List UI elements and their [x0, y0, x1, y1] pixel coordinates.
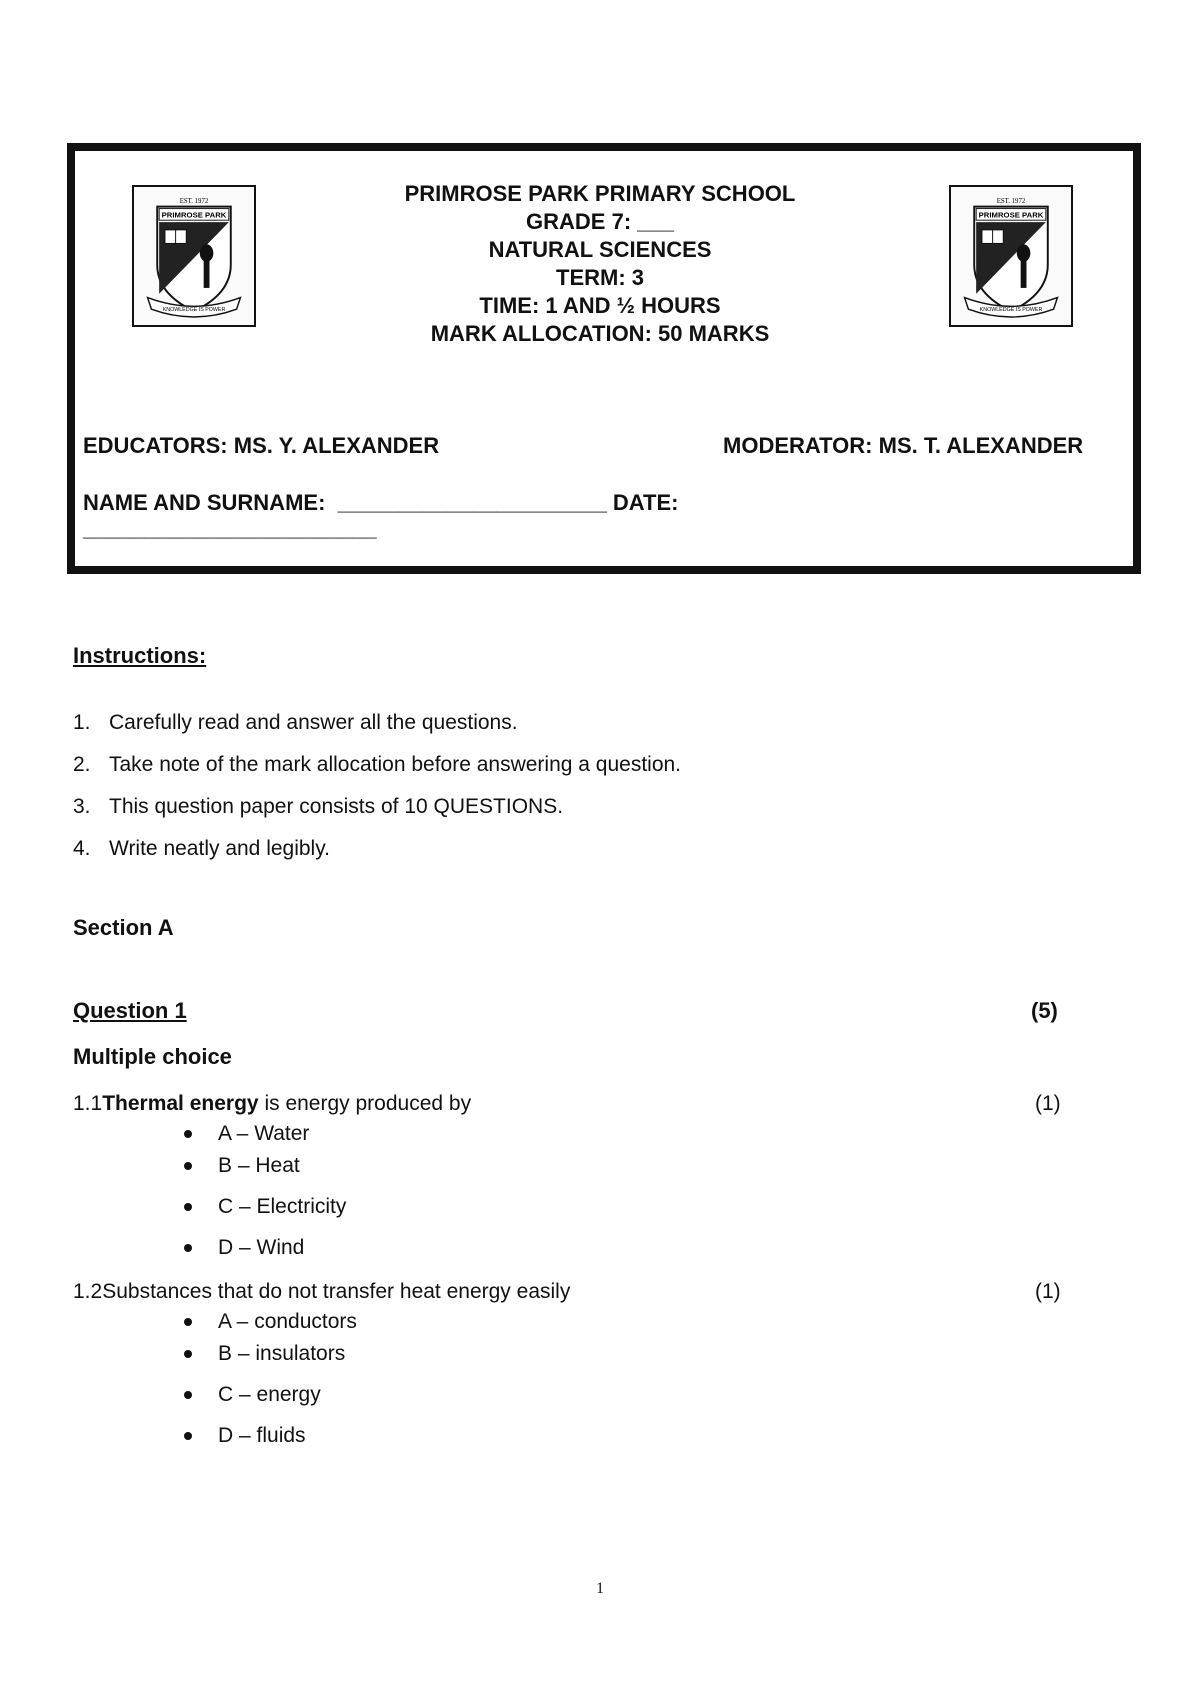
- question-text: is energy produced by: [258, 1092, 472, 1115]
- question-keyword: Thermal energy: [102, 1092, 259, 1115]
- question-1-2-options: [180, 1306, 357, 1452]
- term-line: TERM: 3: [556, 265, 644, 290]
- educators-line: EDUCATORS: MS. Y. ALEXANDER: [83, 433, 440, 458]
- crest-icon: [134, 187, 254, 325]
- school-name: PRIMROSE PARK PRIMARY SCHOOL: [404, 181, 796, 206]
- school-crest-left: [132, 185, 256, 327]
- question-number: 1.2: [73, 1280, 103, 1303]
- list-item: [73, 702, 681, 744]
- crest-name-text: PRIMROSE PARK: [978, 210, 1044, 220]
- school-crest-right: [949, 185, 1073, 327]
- crest-est-text: EST. 1972: [179, 197, 209, 205]
- list-number: 1.: [73, 711, 91, 734]
- marks-line: MARK ALLOCATION: 50 MARKS: [430, 321, 770, 346]
- question-text: Substances that do not transfer heat energy easily: [102, 1280, 571, 1303]
- name-date-line: NAME AND SURNAME: ______________________ DATE:: [83, 490, 679, 515]
- question-1-1-options: [180, 1118, 346, 1264]
- instructions-title: Instructions:: [73, 643, 207, 668]
- option-item: A – conductors: [180, 1306, 357, 1338]
- question-1-marks: (5): [1031, 998, 1058, 1023]
- list-item: [73, 744, 681, 786]
- question-1-2-marks: (1): [1035, 1280, 1061, 1303]
- question-1-2: [73, 1280, 570, 1304]
- page-number: 1: [596, 1580, 604, 1597]
- moderator-line: MODERATOR: MS. T. ALEXANDER: [723, 433, 1084, 458]
- list-item: [73, 786, 681, 828]
- instructions-list: [73, 702, 681, 870]
- grade-line: GRADE 7: ___: [526, 209, 674, 234]
- time-line: TIME: 1 AND ½ HOURS: [479, 293, 721, 318]
- option-item: B – Heat: [180, 1150, 346, 1182]
- crest-motto-text: KNOWLEDGE IS POWER: [162, 307, 226, 314]
- subject-line: NATURAL SCIENCES: [488, 237, 712, 262]
- question-type: Multiple choice: [73, 1044, 232, 1069]
- crest-name-text: PRIMROSE PARK: [161, 210, 227, 220]
- list-number: 3.: [73, 795, 91, 818]
- list-number: 4.: [73, 837, 91, 860]
- header-title-block: [320, 180, 880, 348]
- option-item: C – Electricity: [180, 1191, 346, 1223]
- crest-motto-text: KNOWLEDGE IS POWER: [979, 307, 1043, 314]
- question-1-1-marks: (1): [1035, 1092, 1061, 1115]
- crest-est-text: EST. 1972: [996, 197, 1026, 205]
- crest-icon: [951, 187, 1071, 325]
- option-item: C – energy: [180, 1379, 357, 1411]
- date-blank-line: ________________________: [83, 516, 377, 541]
- list-text: Write neatly and legibly.: [109, 837, 331, 860]
- option-item: D – Wind: [180, 1232, 346, 1264]
- question-1-title: Question 1: [73, 998, 187, 1023]
- list-text: Take note of the mark allocation before answering a question.: [109, 753, 682, 776]
- section-heading: Section A: [73, 915, 174, 940]
- list-text: Carefully read and answer all the questions.: [109, 711, 518, 734]
- question-1-1: [73, 1092, 471, 1116]
- option-item: A – Water: [180, 1118, 346, 1150]
- list-item: [73, 828, 681, 870]
- option-item: B – insulators: [180, 1338, 357, 1370]
- list-text: This question paper consists of 10 QUESTIONS.: [109, 795, 564, 818]
- question-number: 1.1: [73, 1092, 103, 1115]
- list-number: 2.: [73, 753, 91, 776]
- option-item: D – fluids: [180, 1420, 357, 1452]
